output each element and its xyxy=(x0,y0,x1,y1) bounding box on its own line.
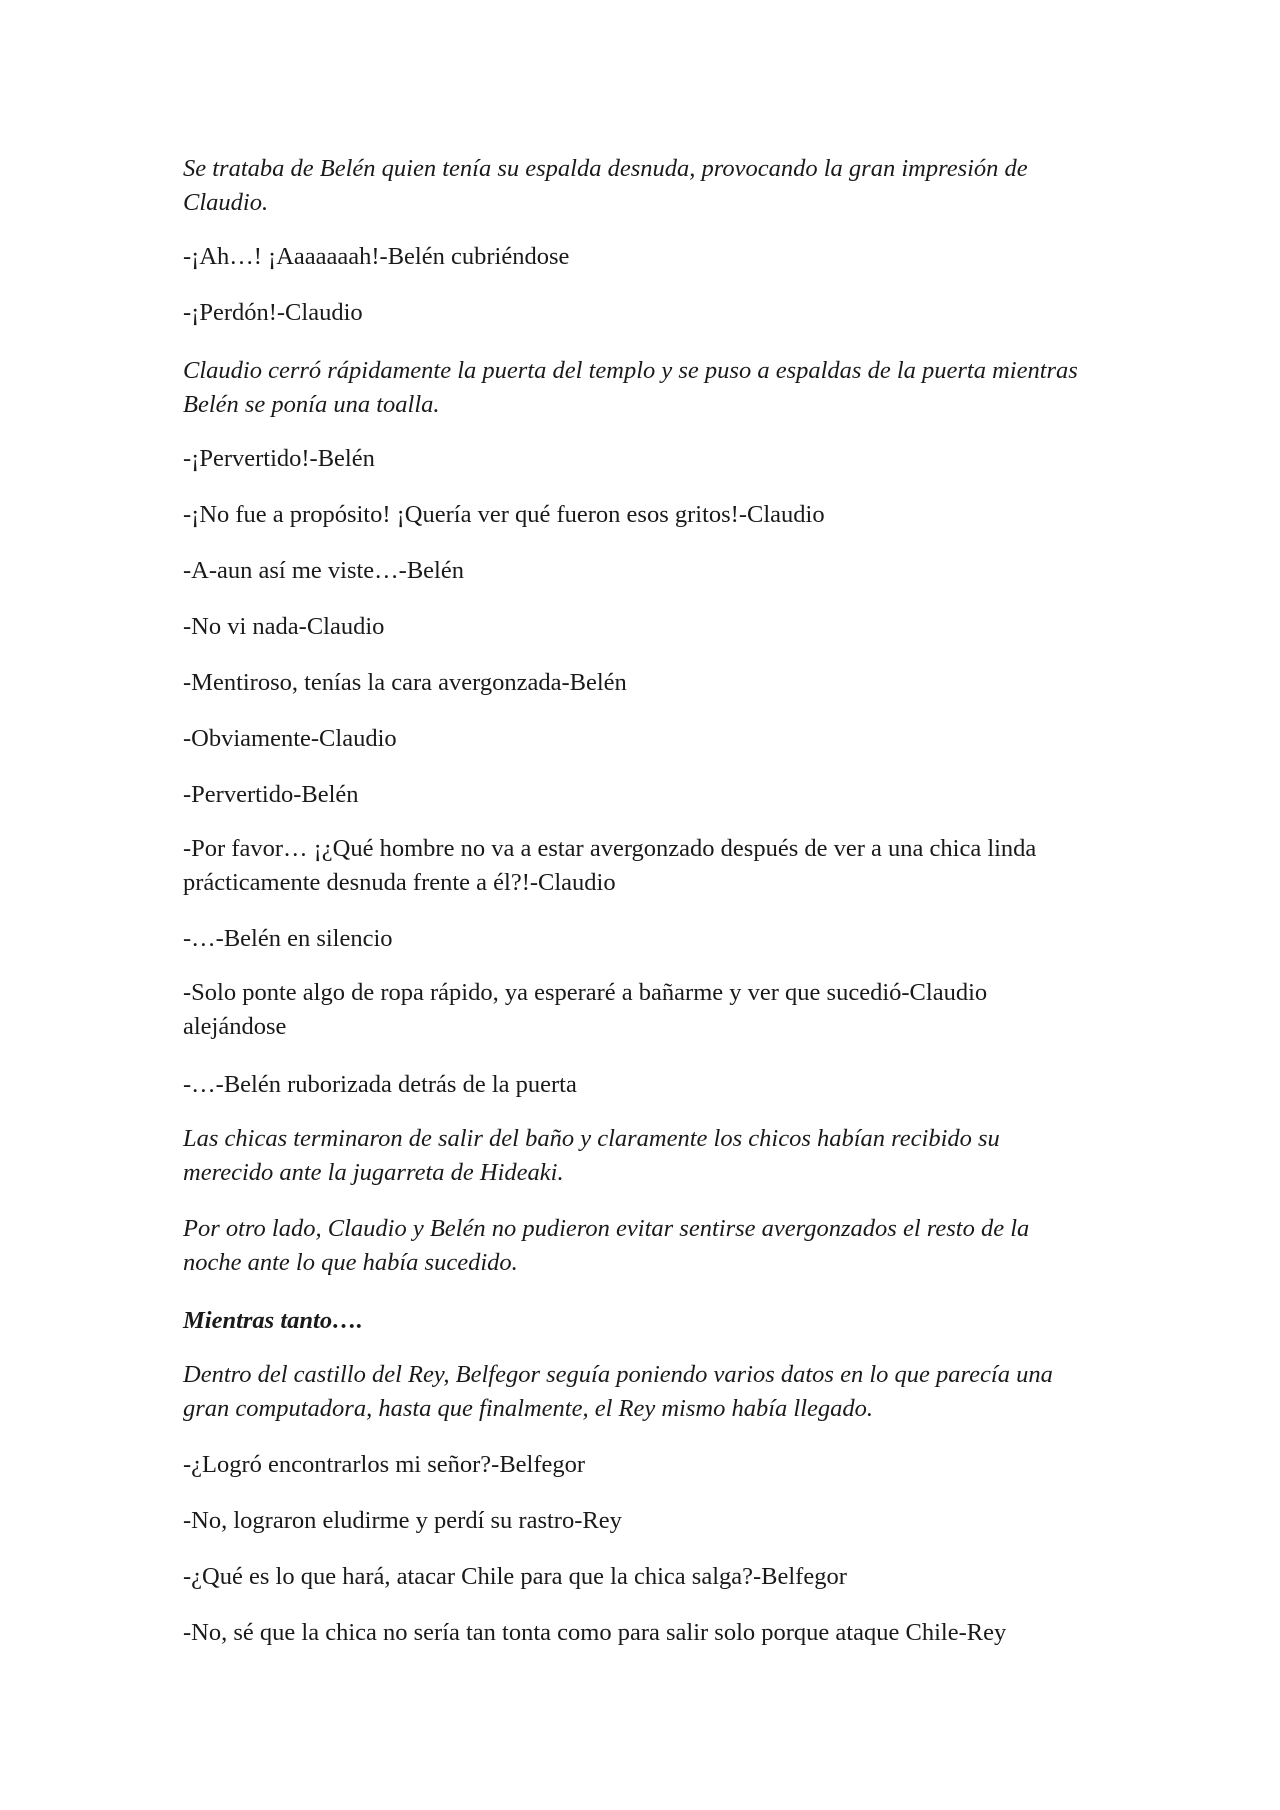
narration-paragraph: Se trataba de Belén quien tenía su espalda desnuda, provocando la gran impresión de Claudio. xyxy=(183,155,1028,216)
dialogue-line: -Mentiroso, tenías la cara avergonzada-Belén xyxy=(183,669,627,696)
dialogue-line: -Por favor… ¡¿Qué hombre no va a estar avergonzado después de ver a una chica linda prácticamente desnuda frente a él?!-Claudio xyxy=(183,835,1037,896)
dialogue-line: -No, lograron eludirme y perdí su rastro-Rey xyxy=(183,1507,622,1534)
scene-break-heading: Mientras tanto…. xyxy=(183,1307,363,1334)
dialogue-line: -Solo ponte algo de ropa rápido, ya esperaré a bañarme y ver que sucedió-Claudio alejándose xyxy=(183,979,988,1040)
dialogue-line: -…-Belén ruborizada detrás de la puerta xyxy=(183,1071,577,1098)
dialogue-line: -¡No fue a propósito! ¡Quería ver qué fueron esos gritos!-Claudio xyxy=(183,501,825,528)
narration-paragraph: Dentro del castillo del Rey, Belfegor seguía poniendo varios datos en lo que parecía una gran computadora, hasta que finalmente, el Rey mismo había llegado. xyxy=(183,1361,1053,1422)
dialogue-line: -Obviamente-Claudio xyxy=(183,725,397,752)
dialogue-line: -…-Belén en silencio xyxy=(183,925,393,952)
dialogue-line: -No, sé que la chica no sería tan tonta como para salir solo porque ataque Chile-Rey xyxy=(183,1619,1007,1646)
dialogue-line: -¡Ah…! ¡Aaaaaaah!-Belén cubriéndose xyxy=(183,243,570,270)
dialogue-line: -¿Logró encontrarlos mi señor?-Belfegor xyxy=(183,1451,586,1478)
dialogue-line: -Pervertido-Belén xyxy=(183,781,359,808)
narration-paragraph: Las chicas terminaron de salir del baño y claramente los chicos habían recibido su merecido ante la jugarreta de Hideaki. xyxy=(183,1125,1000,1186)
dialogue-line: -¿Qué es lo que hará, atacar Chile para que la chica salga?-Belfegor xyxy=(183,1563,847,1590)
dialogue-line: -A-aun así me viste…-Belén xyxy=(183,557,464,584)
narration-paragraph: Por otro lado, Claudio y Belén no pudieron evitar sentirse avergonzados el resto de la noche ante lo que había sucedido. xyxy=(183,1215,1030,1276)
dialogue-line: -No vi nada-Claudio xyxy=(183,613,385,640)
dialogue-line: -¡Pervertido!-Belén xyxy=(183,445,375,472)
narration-paragraph: Claudio cerró rápidamente la puerta del templo y se puso a espaldas de la puerta mientras Belén se ponía una toalla. xyxy=(183,357,1078,418)
dialogue-line: -¡Perdón!-Claudio xyxy=(183,299,363,326)
